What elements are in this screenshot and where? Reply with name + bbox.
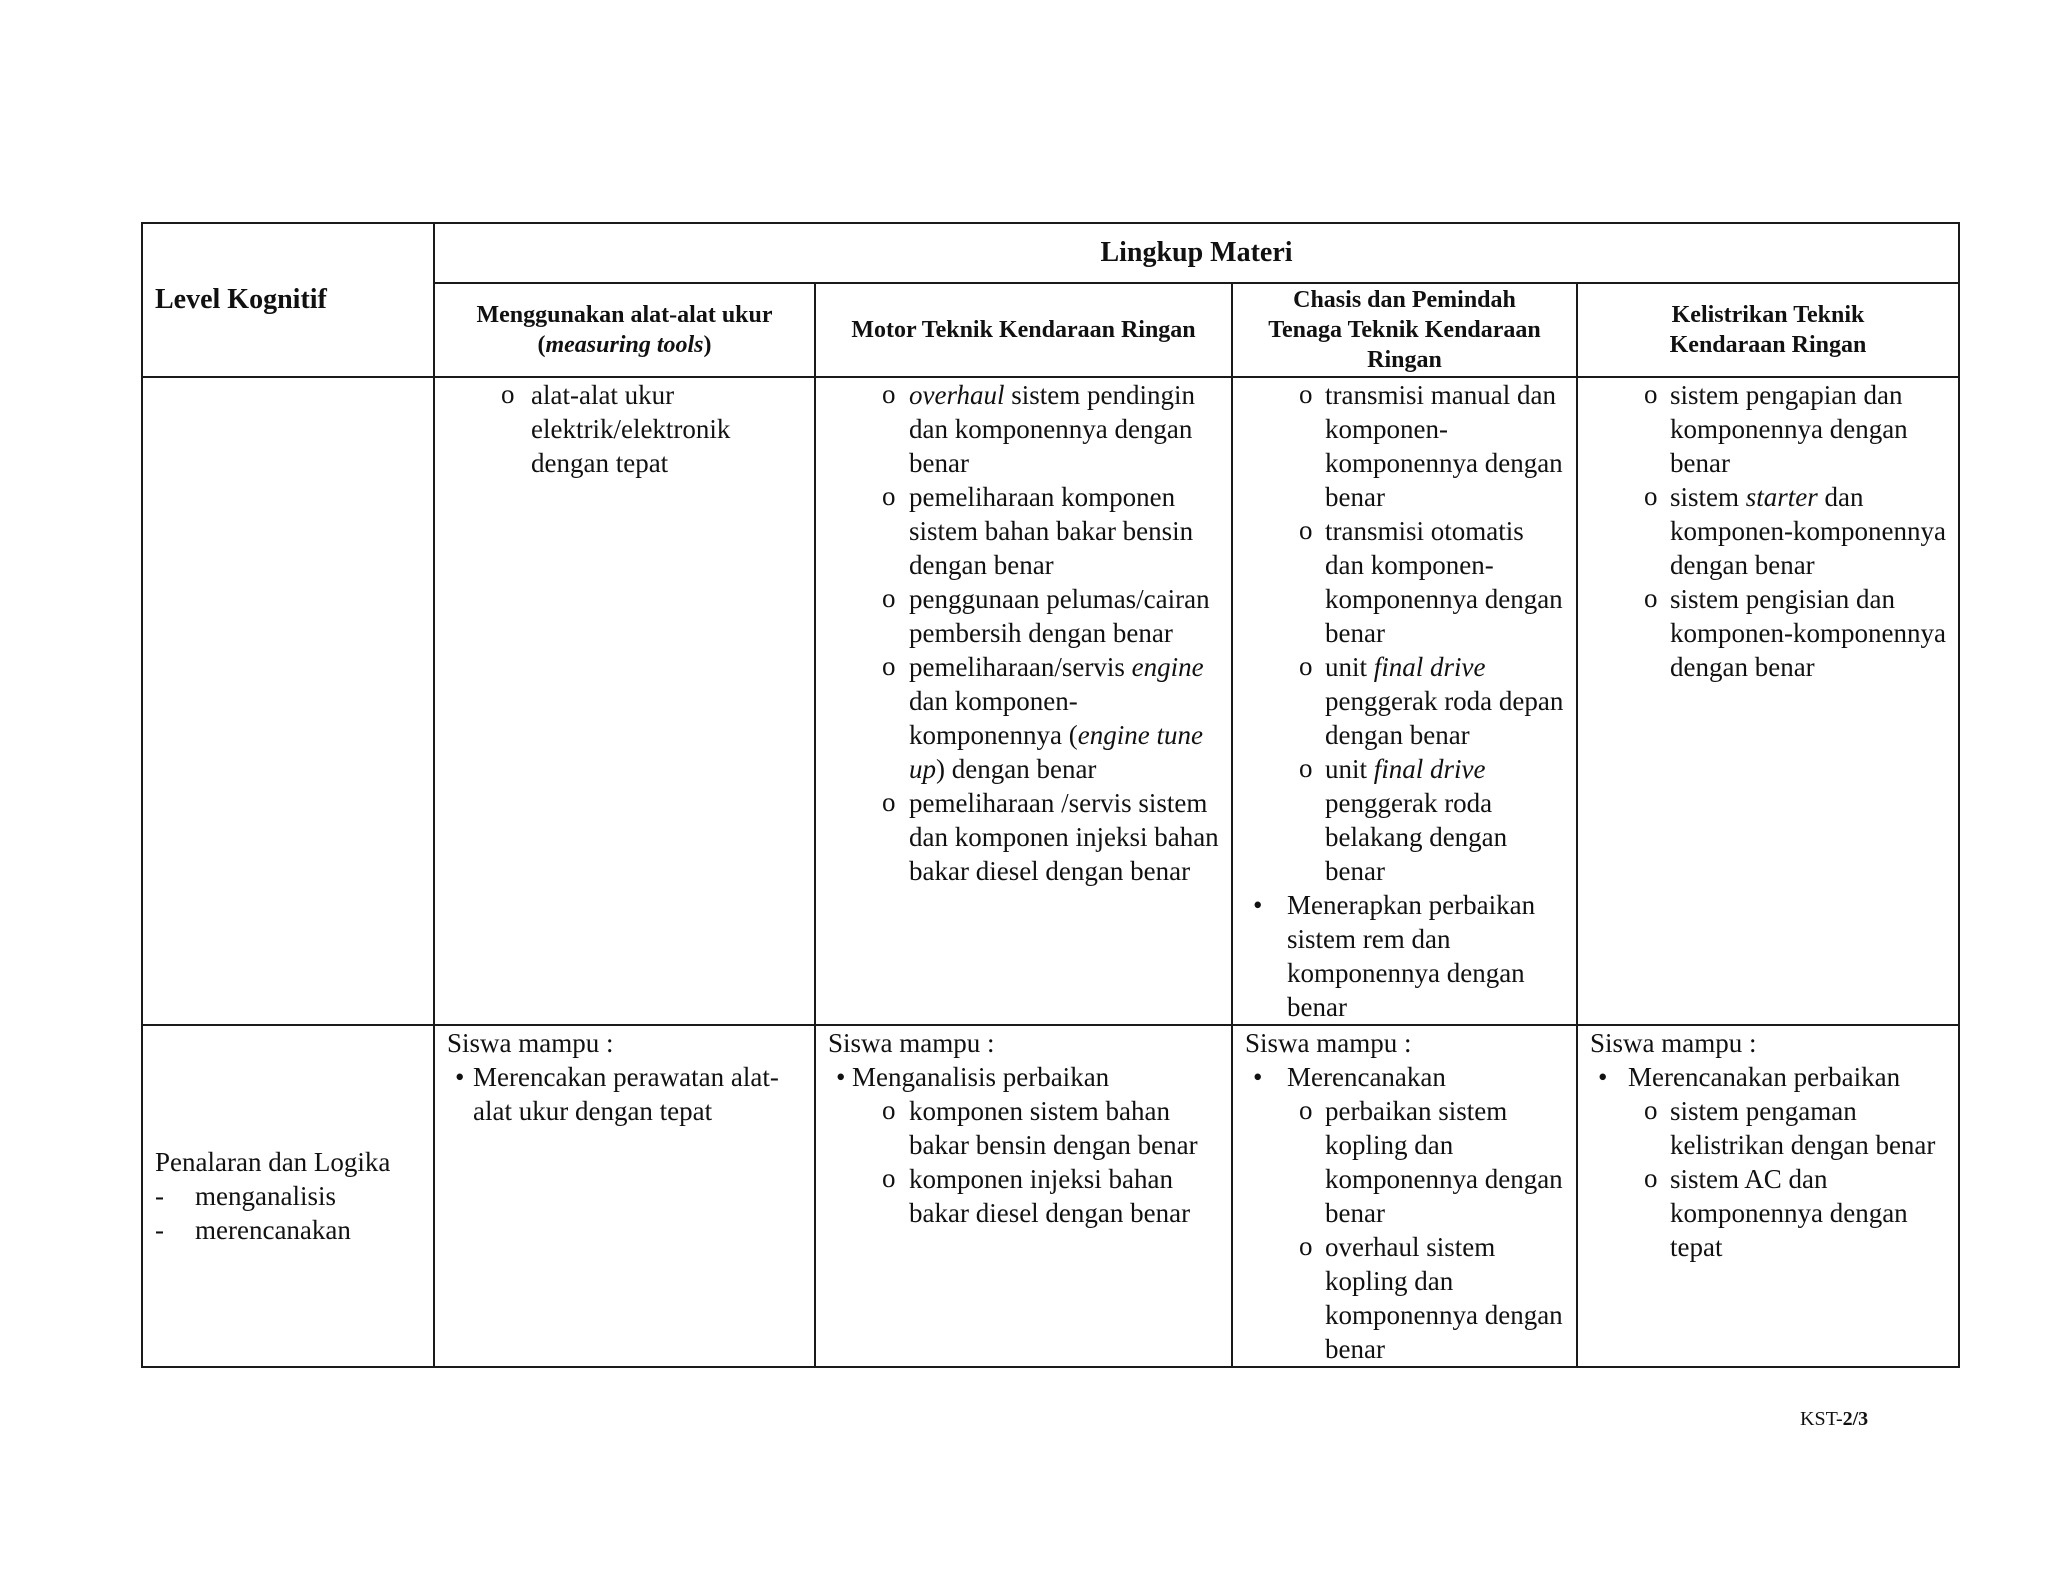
- cell-motor: [815, 377, 1232, 1025]
- intro-text: Siswa mampu :: [1245, 1028, 1412, 1058]
- level-kognitif-header: Level Kognitif: [142, 223, 434, 377]
- list-item: o penggunaan pelumas/cairan pembersih dengan benar: [828, 582, 1221, 650]
- competency-table: [141, 222, 1960, 1368]
- list-item: o pemeliharaan /servis sistem dan komponen injeksi bahan bakar diesel dengan benar: [828, 786, 1221, 888]
- list-item: o unit final drive penggerak roda depan dengan benar: [1245, 650, 1566, 752]
- page-footer: KST-2/3: [1800, 1408, 1869, 1430]
- table-row: [142, 1025, 1959, 1367]
- cell-kelistrikan: [1577, 1025, 1959, 1367]
- list-item: o komponen injeksi bahan bakar diesel dengan benar: [828, 1162, 1221, 1230]
- list-item: o transmisi otomatis dan komponen-komponennya dengan benar: [1245, 514, 1566, 650]
- column-header-measuring-tools: Menggunakan alat-alat ukur (measuring tools): [434, 283, 815, 377]
- intro-text: Siswa mampu :: [828, 1028, 995, 1058]
- cell-chasis: [1232, 1025, 1577, 1367]
- list-item: o unit final drive penggerak roda belakang dengan benar: [1245, 752, 1566, 888]
- list-item: o overhaul sistem pendingin dan komponennya dengan benar: [828, 378, 1221, 480]
- intro-text: Siswa mampu :: [1590, 1028, 1757, 1058]
- list-item: • Merencanakan: [1245, 1060, 1566, 1094]
- list-item: o perbaikan sistem kopling dan komponennya dengan benar: [1245, 1094, 1566, 1230]
- list-item: o sistem pengaman kelistrikan dengan benar: [1590, 1094, 1948, 1162]
- level-cell-penalaran: Penalaran dan Logika - menganalisis - merencanakan: [142, 1025, 434, 1367]
- list-item: • Menerapkan perbaikan sistem rem dan komponennya dengan benar: [1245, 888, 1566, 1024]
- list-item: o sistem pengisian dan komponen-komponennya dengan benar: [1590, 582, 1948, 684]
- list-item: o pemeliharaan/servis engine dan komponen-komponennya (engine tune up) dengan benar: [828, 650, 1221, 786]
- cell-measuring-tools: [434, 377, 815, 1025]
- cell-chasis: [1232, 377, 1577, 1025]
- intro-text: Siswa mampu :: [447, 1028, 614, 1058]
- lingkup-materi-header: Lingkup Materi: [434, 223, 1959, 283]
- list-item: o sistem starter dan komponen-komponennya dengan benar: [1590, 480, 1948, 582]
- cell-kelistrikan: [1577, 377, 1959, 1025]
- level-cell-empty: [142, 377, 434, 1025]
- list-item: o overhaul sistem kopling dan komponennya dengan benar: [1245, 1230, 1566, 1366]
- list-item: • Merencanakan perbaikan: [1590, 1060, 1948, 1094]
- column-header-kelistrikan: Kelistrikan Teknik Kendaraan Ringan: [1577, 283, 1959, 377]
- list-item: o sistem pengapian dan komponennya dengan benar: [1590, 378, 1948, 480]
- list-item: o pemeliharaan komponen sistem bahan bakar bensin dengan benar: [828, 480, 1221, 582]
- list-item: • Menganalisis perbaikan: [828, 1060, 1221, 1094]
- cell-motor: [815, 1025, 1232, 1367]
- list-item: o transmisi manual dan komponen-komponennya dengan benar: [1245, 378, 1566, 514]
- column-header-motor: Motor Teknik Kendaraan Ringan: [815, 283, 1232, 377]
- list-item: o komponen sistem bahan bakar bensin dengan benar: [828, 1094, 1221, 1162]
- column-header-chasis: Chasis dan Pemindah Tenaga Teknik Kendaraan Ringan: [1232, 283, 1577, 377]
- table-row: [142, 377, 1959, 1025]
- list-item: • Merencakan perawatan alat-alat ukur dengan tepat: [447, 1060, 804, 1128]
- cell-measuring-tools: [434, 1025, 815, 1367]
- list-item: o alat-alat ukur elektrik/elektronik dengan tepat: [447, 378, 804, 480]
- list-item: o sistem AC dan komponennya dengan tepat: [1590, 1162, 1948, 1264]
